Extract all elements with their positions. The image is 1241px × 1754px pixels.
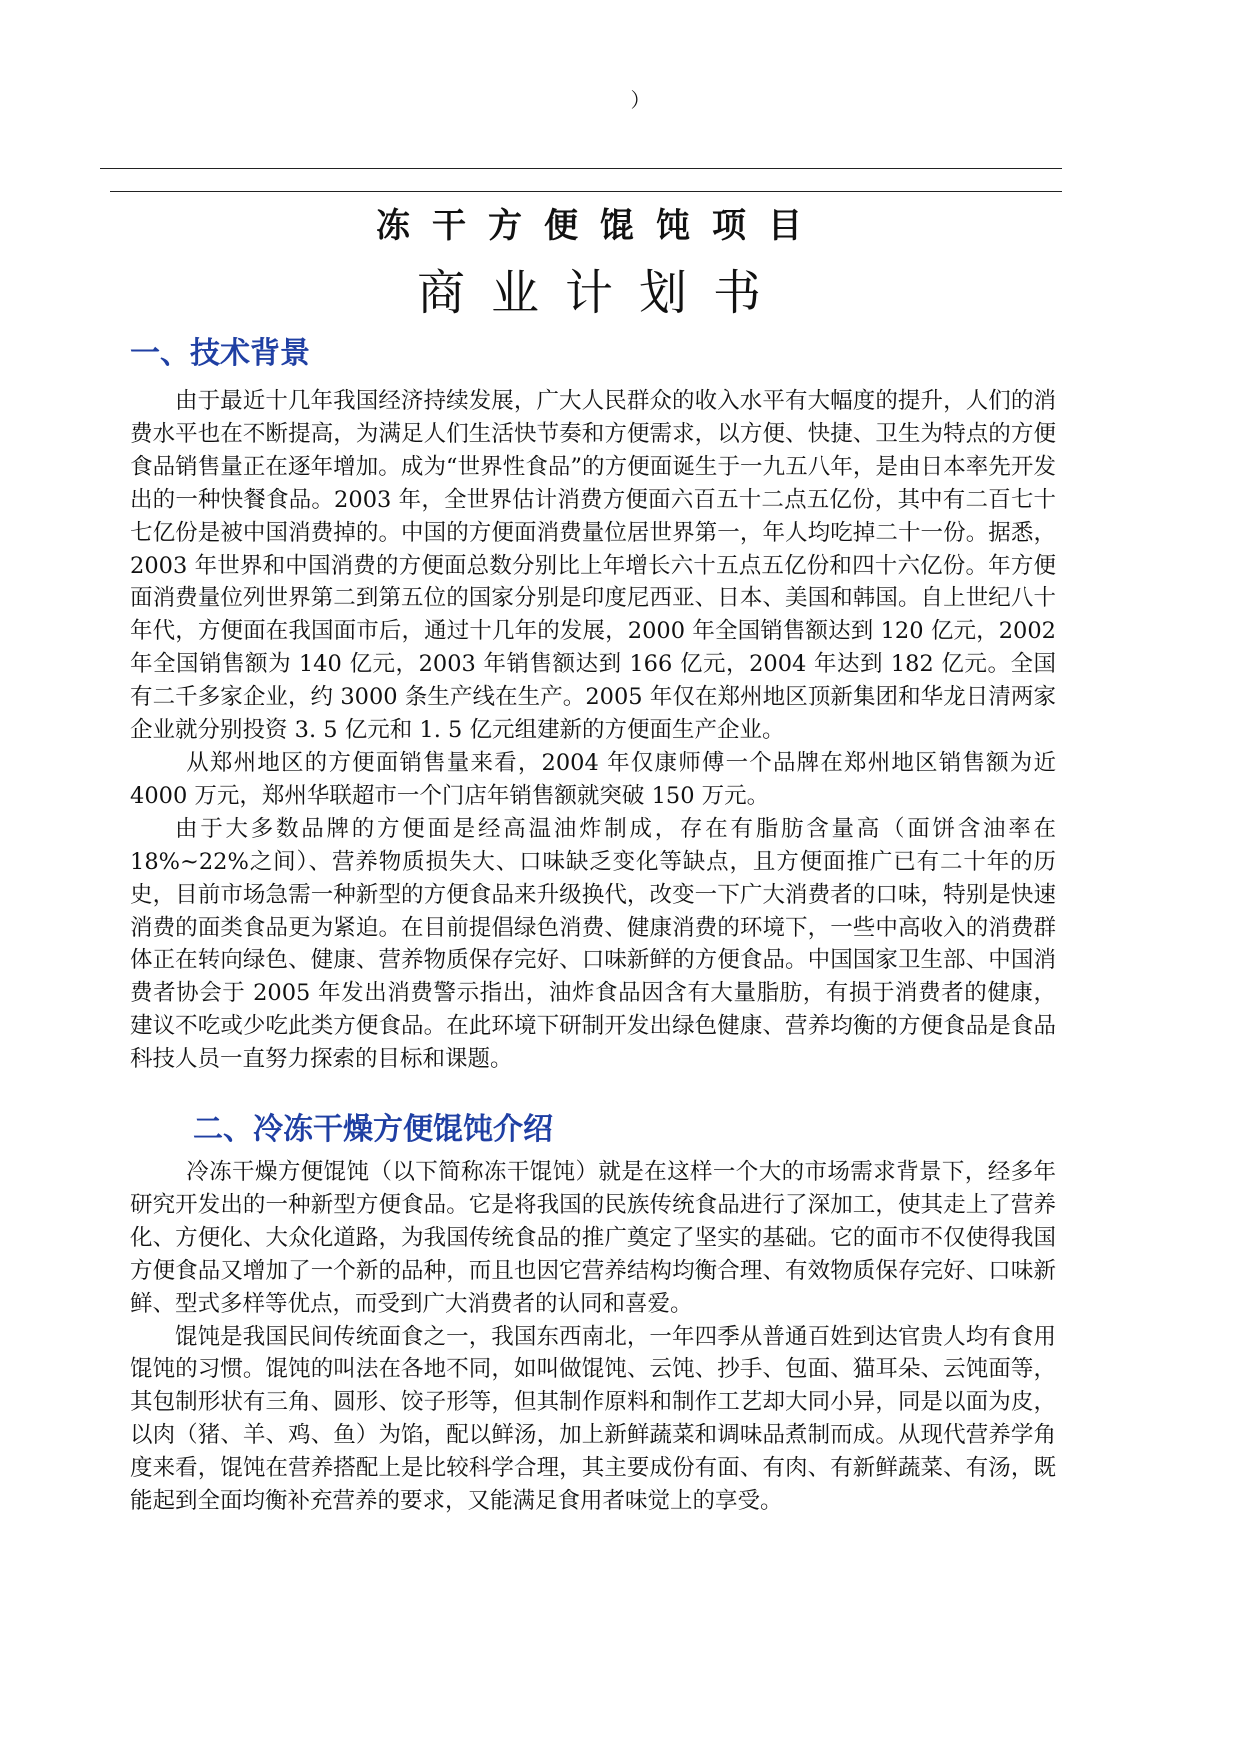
paragraph: 从郑州地区的方便面销售量来看，2004 年仅康师傅一个品牌在郑州地区销售额为近 4000 万元，郑州华联超市一个门店年销售额就突破 150 万元。	[130, 749, 1056, 809]
header-rule-top	[100, 168, 1062, 169]
paragraph: 由于最近十几年我国经济持续发展，广大人民群众的收入水平有大幅度的提升，人们的消费水平也在不断提高，为满足人们生活快节奏和方便需求，以方便、快捷、卫生为特点的方便食品销售量正在逐年增加。成为“世界性食品”的方便面诞生于一九五八年，是由日本率先开发出的一种快餐食品。2003 年，全世界估计消费方便面六百五十二点五亿份，其中有二百七十七亿份是被中国消费掉的。中国的方便面消费量位居世界第一，年人均吃掉二十一份。据悉，2003 年世界和中国消费的方便面总数分别比上年增长六十五点五亿份和四十六亿份。年方便面消费量位列世界第二到第五位的国家分别是印度尼西亚、日本、美国和韩国。自上世纪八十年代，方便面在我国面市后，通过十几年的发展，2000 年全国销售额达到 120 亿元，2002 年全国销售额为 140 亿元，2003 年销售额达到 166 亿元，2004 年达到 182 亿元。全国有二千多家企业，约 3000 条生产线在生产。2005 年仅在郑州地区顶新集团和华龙日清两家企业就分别投资 3. 5 亿元和 1. 5 亿元组建新的方便面生产企业。	[130, 388, 1056, 744]
section-heading-technical-background: 一、技术背景	[130, 336, 310, 371]
page-header-mark: ）	[630, 88, 651, 112]
document-subtitle: 商业计划书	[416, 265, 787, 321]
paragraph: 馄饨是我国民间传统面食之一，我国东西南北，一年四季从普通百姓到达官贵人均有食用馄饨的习惯。馄饨的叫法在各地不同，如叫做馄饨、云饨、抄手、包面、猫耳朵、云饨面等，其包制形状有三角、圆形、饺子形等，但其制作原料和制作工艺却大同小异，同是以面为皮，以肉（猪、羊、鸡、鱼）为馅，配以鲜汤，加上新鲜蔬菜和调味品煮制而成。从现代营养学角度来看，馄饨在营养搭配上是比较科学合理，其主要成份有面、有肉、有新鲜蔬菜、有汤，既能起到全面均衡补充营养的要求，又能满足食用者味觉上的享受。	[130, 1323, 1056, 1515]
paragraph: 由于大多数品牌的方便面是经高温油炸制成，存在有脂肪含量高（面饼含油率在 18%~22%之间）、营养物质损失大、口味缺乏变化等缺点，且方便面推广已有二十年的历史，目前市场急需一种新型的方便食品来升级换代，改变一下广大消费者的口味，特别是快速消费的面类食品更为紧迫。在目前提倡绿色消费、健康消费的环境下，一些中高收入的消费群体正在转向绿色、健康、营养物质保存完好、口味新鲜的方便食品。中国国家卫生部、中国消费者协会于 2005 年发出消费警示指出，油炸食品因含有大量脂肪，有损于消费者的健康，建议不吃或少吃此类方便食品。在此环境下研制开发出绿色健康、营养均衡的方便食品是食品科技人员一直努力探索的目标和课题。	[130, 815, 1056, 1073]
document-title: 冻干方便馄饨项目	[376, 206, 824, 246]
paragraph: 冷冻干燥方便馄饨（以下简称冻干馄饨）就是在这样一个大的市场需求背景下，经多年研究开发出的一种新型方便食品。它是将我国的民族传统食品进行了深加工，使其走上了营养化、方便化、大众化道路，为我国传统食品的推广奠定了坚实的基础。它的面市不仅使得我国方便食品又增加了一个新的品种，而且也因它营养结构均衡合理、有效物质保存完好、口味新鲜、型式多样等优点，而受到广大消费者的认同和喜爱。	[130, 1159, 1056, 1317]
header-rule-bottom	[110, 191, 1062, 192]
section-body-freeze-dried-wonton	[130, 1156, 1056, 1518]
section-body-technical-background	[130, 385, 1056, 1076]
section-heading-freeze-dried-wonton: 二、冷冻干燥方便馄饨介绍	[193, 1112, 553, 1147]
